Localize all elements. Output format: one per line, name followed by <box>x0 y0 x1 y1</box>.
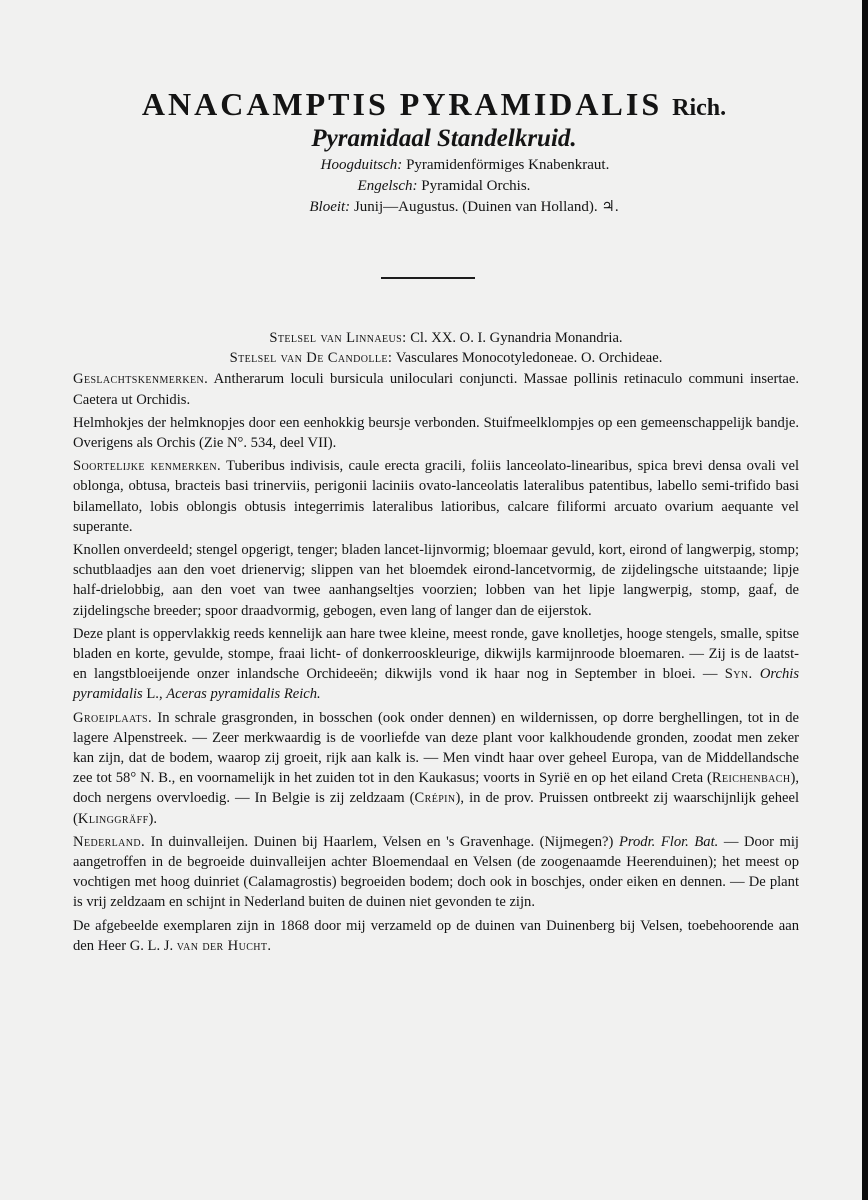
habitat-text-4: ). <box>148 810 158 827</box>
candolle-label: Stelsel van De Candolle: <box>229 350 393 367</box>
synonym-aceras: Aceras pyramidalis Reich. <box>166 686 321 703</box>
netherlands-reference: Prodr. Flor. Bat. <box>618 833 719 850</box>
species-characters-label: Soortelijke kenmerken. <box>73 458 222 475</box>
netherlands-text: In duinvalleijen. Duinen bij Haarlem, Velsen en 's Gravenhage. (Nijmegen?) <box>150 833 614 850</box>
english-label: Engelsch: <box>357 178 418 194</box>
genus-characters-dutch <box>73 413 799 453</box>
habitat-citation-crepin: Crépin <box>414 790 456 807</box>
habitat-label: Groeiplaats. <box>73 709 152 726</box>
linnaeus-label: Stelsel van Linnaeus: <box>269 330 407 346</box>
genus-characters-label: Geslachtskenmerken. <box>73 371 209 388</box>
german-label: Hoogduitsch: <box>320 157 403 173</box>
habitat-paragraph <box>73 708 799 829</box>
netherlands-text-2: — Door mij aangetroffen in de begroeide duinvalleijen achter Bloemendaal en Velsen (de zoogenaamde Heerenduinen); het meest op vochtigen met hoog duinriet (Calamagrostis) begroeiden bodem; doch ook in boschjes, onder eiken en dennen. — De plant is vrij zeldzaam en schijnt in Nederland buiten de duinen niet gevonden te zijn. <box>73 833 799 911</box>
flowering-label: Bloeit: <box>309 199 351 215</box>
habitat-text-3: ), in de prov. Pruissen ontbreekt zij waarschijnlijk geheel ( <box>73 790 800 827</box>
description-paragraph <box>73 624 799 705</box>
synonym-author: L., <box>146 686 163 703</box>
habitat-citation-klinggraff: Klinggräff <box>77 810 149 827</box>
candolle-system <box>73 348 799 368</box>
habitat-text: In schrale grasgronden, in bosschen (ook onder dennen) en wildernissen, op dorre berghellingen, tot in de lagere Alpenstreek. — Zeer merkwaardig is de voorliefde van deze plant voor kalkhoudende gronden, zoodat men zeker kan zijn, dat de bodem, waarop zij groeit, rijk aan kalk is. — Men vindt haar over geheel Europa, van de Middellandsche zee tot 58° N. B., en voornamelijk in het zuiden tot in den Kaukasus; voorts in Syrië en op het eiland Creta ( <box>73 709 799 787</box>
header <box>0 86 868 218</box>
main-text <box>73 328 799 959</box>
specimen-owner: van der Hucht. <box>176 937 272 954</box>
genus-characters-text: Antherarum loculi bursicula uniloculari conjuncti. Massae pollinis retinaculo communi insertae. Caetera ut Orchidis. <box>73 371 799 408</box>
species-characters-dutch-text: Knollen onverdeeld; stengel opgerigt, tenger; bladen lancet-lijnvormig; bloemaar gevuld, kort, eirond of langwerpig, stomp; schutblaadjes aan den voet drienervig; slippen van het bloemdek eirond-lancetvormig, de zijdelingsche uitstaande; lipje half-drielobbig, aan den voet van twee aanhangseltjes voorzien; lobben van het lipje langwerpig, stomp, gaaf, de zijdelingsche breeder; spoor draadvormig, gebogen, even lang of langer dan de eijerstok. <box>73 542 799 619</box>
genus-characters-dutch-text: Helmhokjes der helmknopjes door een eenhokkig beursje verbonden. Stuifmeelklompjes op een gemeenschappelijk bandje. Overigens als Orchis (Zie N°. 534, deel VII). <box>73 414 799 452</box>
english-name-row <box>0 176 868 197</box>
names-block <box>0 155 868 218</box>
species-characters-latin <box>73 456 799 537</box>
synonyms-label: Syn. <box>724 666 753 683</box>
linnaeus-system <box>73 328 799 348</box>
netherlands-paragraph <box>73 832 799 913</box>
species-characters-dutch <box>73 540 799 621</box>
page-title: ANACAMPTIS PYRAMIDALIS <box>141 86 663 122</box>
habitat-citation-reichenbach: Reichenbach <box>711 770 791 787</box>
linnaeus-value: Cl. XX. O. I. Gynandria Monandria. <box>410 330 623 346</box>
candolle-value: Vasculares Monocotyledoneae. O. Orchideae. <box>395 350 663 367</box>
title-row <box>0 86 868 123</box>
flowering-row <box>0 197 868 218</box>
habitat-text-2: ), doch nergens overvloedig. — In Belgie is zij zeldzaam ( <box>73 770 799 807</box>
page-subtitle: Pyramidaal Standelkruid. <box>311 125 577 152</box>
section-divider <box>381 277 475 279</box>
german-name: Pyramidenförmiges Knabenkraut. <box>406 157 610 173</box>
specimen-paragraph <box>73 916 799 956</box>
species-characters-text: Tuberibus indivisis, caule erecta gracili, foliis lanceolato-linearibus, spica brevi densa ovali vel oblonga, obtusa, bracteis basi trinerviis, perigonii laciniis ovato-lanceolatis lateralibus patentibus, labello semi-trifido basi bilamellato, lobis oblongis obtusis integerrimis lateralibus latioribus, calcare filiformi arcuato ovarium aequante vel superante. <box>73 458 799 535</box>
synonym-orchis: Orchis pyramidalis <box>73 666 799 703</box>
specimen-text: De afgebeelde exemplaren zijn in 1868 door mij verzameld op de duinen van Duinenberg bij Velsen, toebehoorende aan den Heer G. L. J. <box>73 917 799 954</box>
title-author: Rich. <box>672 95 727 121</box>
genus-characters-latin <box>73 369 799 409</box>
netherlands-label: Nederland. <box>73 833 146 850</box>
description-text: Deze plant is oppervlakkig reeds kennelijk aan hare twee kleine, meest ronde, gave knolletjes, hooge stengels, smalle, spitse bladen en korte, gevulde, stompe, fraai licht- of donkerrooskleurige, dikwijls karmijnroode bloemaren. — Zij is de laatst- en langstbloeijende onzer inlandsche Orchideeën; dikwijls vond ik haar nog in September in bloei. — <box>73 625 799 683</box>
flowering-period: Junij—Augustus. (Duinen van Holland). ♃. <box>353 199 619 215</box>
german-name-row <box>0 155 868 176</box>
english-name: Pyramidal Orchis. <box>421 178 531 194</box>
